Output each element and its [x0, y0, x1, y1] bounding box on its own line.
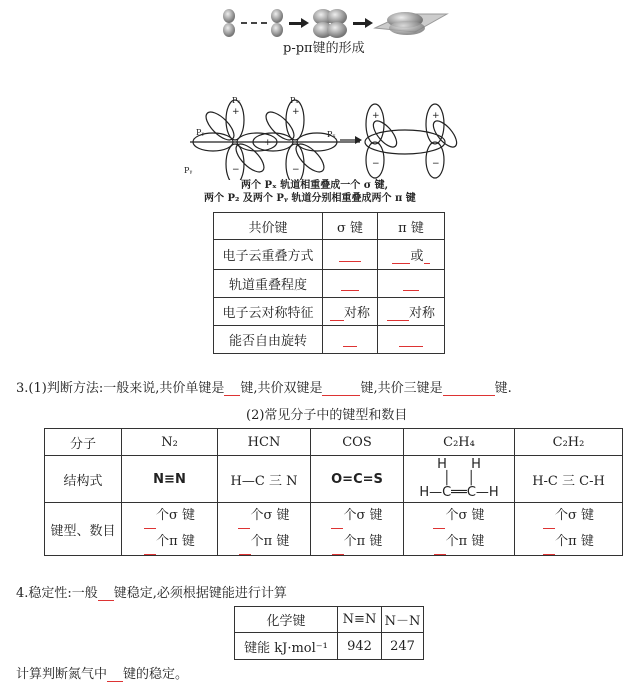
svg-text:−: − [292, 165, 300, 175]
bonds-cos: 个σ 键 个π 键 [311, 503, 404, 556]
label-px-arrow: Pₓ [327, 130, 336, 139]
header-chemical-bond: 化学键 [235, 607, 338, 633]
structure-c2h4: H H │ │ H—C══C—H [404, 456, 515, 503]
bonds-hcn: 个σ 键 个π 键 [218, 503, 311, 556]
svg-text:+: + [232, 107, 240, 117]
sigma-free-rotation [323, 326, 378, 354]
q3-line2: (2)常见分子中的键型和数目 [246, 408, 408, 423]
molecule-cos: COS [311, 429, 404, 456]
header-covalent-bond: 共价键 [214, 213, 323, 240]
molecule-n2: N₂ [122, 429, 218, 456]
svg-text:−: − [432, 159, 440, 169]
sigma-pi-comparison-table [213, 212, 445, 354]
label-py-left: Pᵧ [196, 128, 205, 137]
pi-overlap-degree [378, 270, 445, 298]
svg-text:+: + [292, 107, 300, 117]
svg-text:+: + [372, 111, 380, 121]
q3-line1: 3.(1)判断方法:一般来说,共价单键是 键,共价双键是 键,共价三键是 键. [16, 381, 512, 396]
header-molecule: 分子 [45, 429, 122, 456]
svg-text:+: + [264, 138, 272, 148]
svg-text:−: − [200, 138, 208, 148]
q4-conclusion: 计算判断氮气中 键的稳定。 [16, 667, 189, 682]
p-p-pi-bond-figure [215, 6, 455, 40]
row-label-symmetry: 电子云对称特征 [214, 298, 323, 326]
structure-n2: N≡N [122, 456, 218, 503]
molecule-c2h2: C₂H₂ [515, 429, 623, 456]
svg-text:−: − [372, 159, 380, 169]
header-sigma-bond: σ 键 [323, 213, 378, 240]
header-single-bond: N－N [382, 607, 424, 633]
header-pi-bond: π 键 [378, 213, 445, 240]
row-label-free-rotation: 能否自由旋转 [214, 326, 323, 354]
molecule-hcn: HCN [218, 429, 311, 456]
molecule-bond-table [44, 428, 623, 556]
figure-2-caption-line1: 两个 Pₓ 轨道相重叠成一个 σ 键, [241, 180, 389, 191]
bonds-n2: 个σ 键 个π 键 [122, 503, 218, 556]
label-pz-left: Pₓ [232, 96, 241, 105]
structure-hcn: H—C 三 N [218, 456, 311, 503]
row-label-overlap-mode: 电子云重叠方式 [214, 240, 323, 270]
bonds-c2h2: 个σ 键 个π 键 [515, 503, 623, 556]
structure-c2h2: H-C 三 C-H [515, 456, 623, 503]
pi-free-rotation [378, 326, 445, 354]
orbital-overlap-figure [180, 94, 470, 180]
label-pz-mid: Pₓ [290, 96, 299, 105]
q4-line1: 4.稳定性:一般 键稳定,必须根据键能进行计算 [16, 586, 287, 601]
svg-text:−: − [232, 165, 240, 175]
header-structure: 结构式 [45, 456, 122, 503]
structure-cos: O=C=S [311, 456, 404, 503]
bonds-c2h4: 个σ 键 个π 键 [404, 503, 515, 556]
header-bond-type-count: 键型、数目 [45, 503, 122, 556]
pi-symmetry: 对称 [378, 298, 445, 326]
bond-energy-table [234, 606, 424, 660]
energy-triple-bond: 942 [338, 633, 382, 660]
label-py-bottom: Pᵧ [184, 166, 193, 175]
row-label-overlap-degree: 轨道重叠程度 [214, 270, 323, 298]
figure-1-caption: p-pπ键的形成 [283, 41, 365, 56]
energy-single-bond: 247 [382, 633, 424, 660]
svg-text:+: + [432, 111, 440, 121]
row-label-bond-energy: 键能 kJ·mol⁻¹ [235, 633, 338, 660]
sigma-overlap-mode [323, 240, 378, 270]
header-triple-bond: N≡N [338, 607, 382, 633]
sigma-overlap-degree [323, 270, 378, 298]
pi-overlap-mode: 或 [378, 240, 445, 270]
figure-2-caption-line2: 两个 P₂ 及两个 Pᵧ 轨道分别相重叠成两个 π 键 [204, 193, 416, 204]
molecule-c2h4: C₂H₄ [404, 429, 515, 456]
sigma-symmetry: 对称 [323, 298, 378, 326]
